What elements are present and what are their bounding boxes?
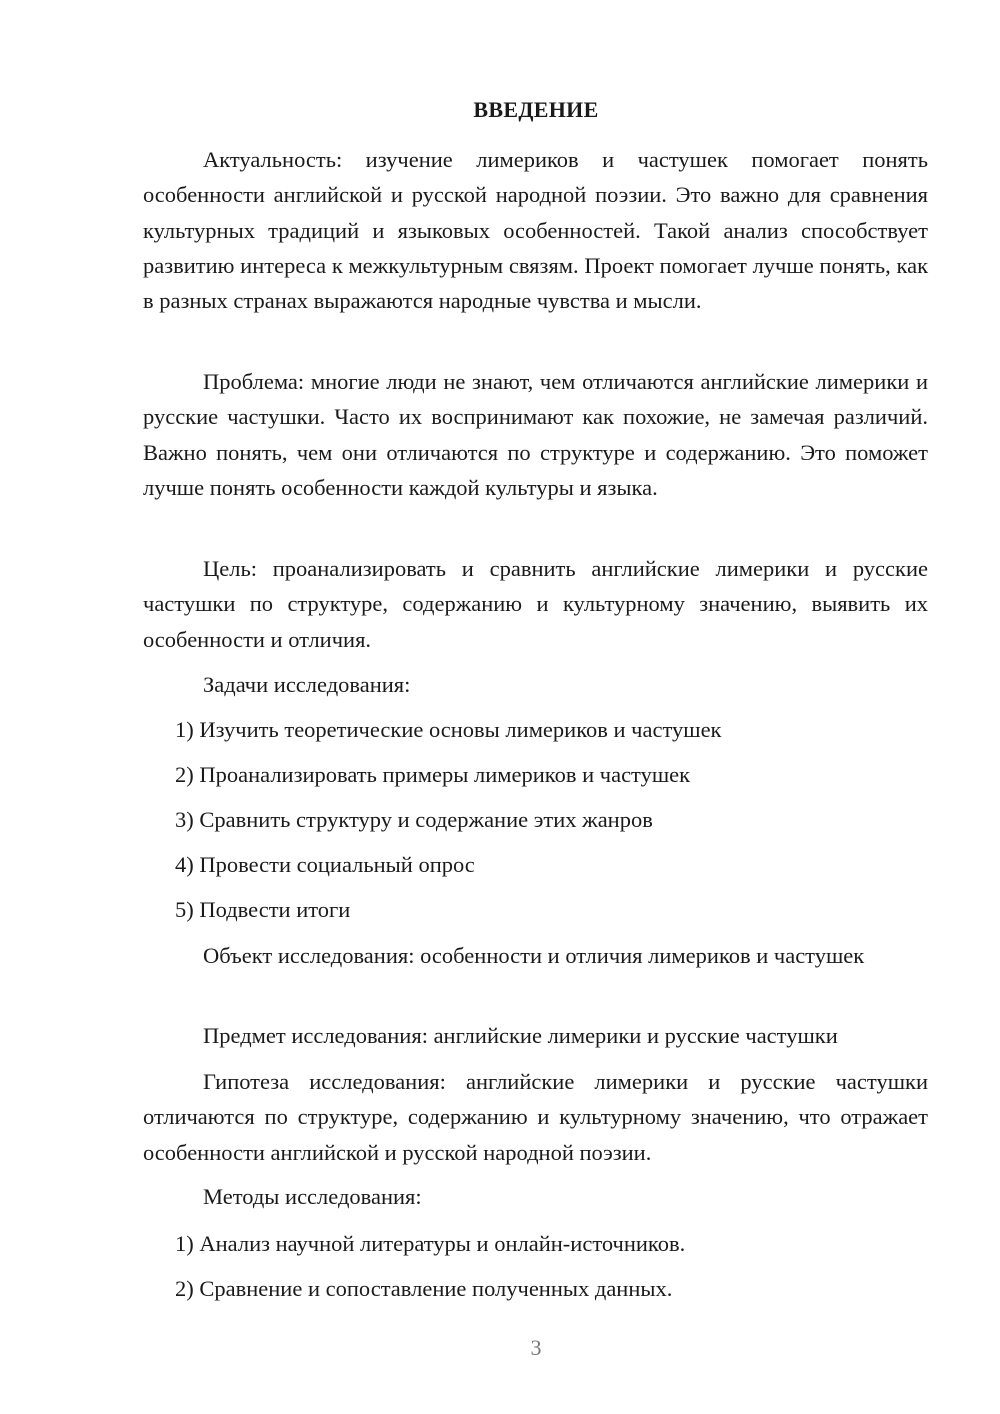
subject-paragraph: Предмет исследования: английские лимерики и русские частушки: [203, 1023, 838, 1048]
task-item-5: 5) Подвести итоги: [175, 897, 351, 922]
task-item-1: 1) Изучить теоретические основы лимериков и частушек: [175, 717, 722, 742]
object-paragraph: Объект исследования: особенности и отличия лимериков и частушек: [203, 943, 865, 968]
relevance-paragraph: Актуальность: изучение лимериков и частушек помогает понять особенности английской и русской народной поэзии. Это важно для сравнения культурных традиций и языковых особенностей. Такой анализ способствует развитию интереса к межкультурным связям. Проект помогает лучше понять, как в разных странах выражаются народные чувства и мысли.: [143, 147, 928, 314]
goal-paragraph: Цель: проанализировать и сравнить английские лимерики и русские частушки по структуре, содержанию и культурному значению, выявить их особенности и отличия.: [143, 556, 928, 652]
method-item-1: 1) Анализ научной литературы и онлайн-источников.: [175, 1231, 686, 1256]
page-number: 3: [530, 1335, 542, 1360]
problem-paragraph: Проблема: многие люди не знают, чем отличаются английские лимерики и русские частушки. Часто их воспринимают как похожие, не замечая различий. Важно понять, чем они отличаются по структуре и содержанию. Это поможет лучше понять особенности каждой культуры и языка.: [143, 369, 928, 500]
task-item-2: 2) Проанализировать примеры лимериков и частушек: [175, 762, 691, 787]
section-heading: ВВЕДЕНИЕ: [473, 97, 599, 122]
hypothesis-paragraph: Гипотеза исследования: английские лимерики и русские частушки отличаются по структуре, содержанию и культурному значению, что отражает особенности английской и русской народной поэзии.: [143, 1069, 928, 1165]
methods-title: Методы исследования:: [203, 1184, 422, 1209]
task-item-3: 3) Сравнить структуру и содержание этих жанров: [175, 807, 653, 832]
method-item-2: 2) Сравнение и сопоставление полученных данных.: [175, 1276, 673, 1301]
tasks-title: Задачи исследования:: [203, 672, 411, 697]
task-item-4: 4) Провести социальный опрос: [175, 852, 475, 877]
